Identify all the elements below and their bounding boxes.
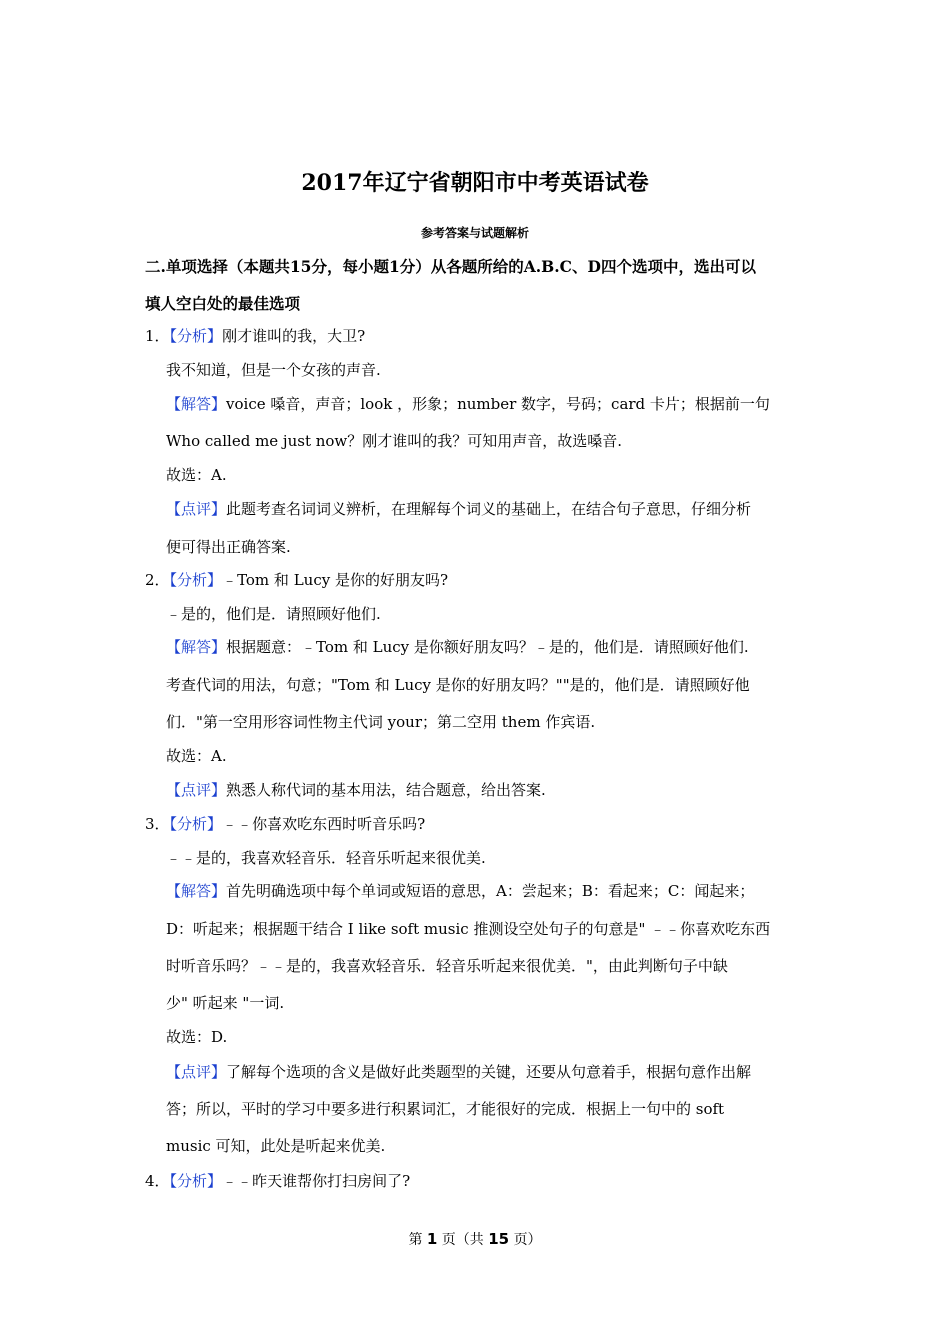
comment-line	[166, 498, 751, 519]
comment-line: music 可知，此处是听起来优美.	[166, 1137, 386, 1155]
page-footer	[0, 1229, 950, 1249]
comment-line	[166, 1061, 751, 1082]
answer-text: voice 嗓音，声音；look ，形象；number 数字，号码；card 卡片；根据前一句	[226, 395, 770, 413]
answer-line	[166, 393, 770, 414]
analysis-text: 刚才谁叫的我，大卫?	[222, 327, 366, 345]
question-number: 4．	[145, 1172, 170, 1190]
question-number: 1．	[145, 327, 170, 345]
section-heading: 二.单项选择（本题共15分，每小题1分）从各题所给的A.B.C、D四个选项中，选出可以	[145, 257, 756, 276]
answer-line: Who called me just now？刚才谁叫的我？可知用声音，故选嗓音.	[166, 432, 623, 450]
footer-middle: 页（共	[441, 1232, 484, 1248]
comment-text: 此题考查名词词义辨析，在理解每个词义的基础上，在结合句子意思，仔细分析	[226, 500, 752, 518]
comment-tag: 【点评】	[166, 500, 227, 518]
answer-tag: 【解答】	[166, 638, 227, 656]
comment-line: 便可得出正确答案.	[166, 538, 291, 556]
analysis-tag: 【分析】	[169, 571, 223, 589]
answer-line	[166, 636, 749, 657]
comment-line	[166, 779, 546, 800]
analysis-tag: 【分析】	[169, 1172, 223, 1190]
page-subtitle: 参考答案与试题解析	[420, 226, 529, 240]
answer-line: 时听音乐吗？﹣﹣是的，我喜欢轻音乐．轻音乐听起来很优美．"，由此判断句子中缺	[166, 957, 728, 975]
page-title: 2017年辽宁省朝阳市中考英语试卷	[301, 170, 649, 196]
question-number: 3．	[145, 815, 170, 833]
question-number: 2．	[145, 571, 170, 589]
question-4	[145, 1170, 410, 1191]
answer-line	[166, 880, 754, 901]
analysis-tag: 【分析】	[169, 327, 223, 345]
question-3	[145, 813, 425, 834]
analysis-text: ﹣Tom 和 Lucy 是你的好朋友吗?	[222, 571, 449, 589]
answer-tag: 【解答】	[166, 882, 227, 900]
footer-suffix: 页）	[513, 1232, 542, 1248]
answer-line: 考查代词的用法，句意；"Tom 和 Lucy 是你的好朋友吗？""是的，他们是．请照顾好他	[166, 676, 750, 694]
answer-tag: 【解答】	[166, 395, 227, 413]
footer-prefix: 第	[408, 1232, 423, 1248]
answer-text: 首先明确选项中每个单词或短语的意思，A：尝起来；B：看起来；C：闻起来；	[226, 882, 755, 900]
choice-line: 故选：A.	[166, 466, 227, 484]
page-total: 15	[488, 1230, 510, 1248]
analysis-line: 我不知道，但是一个女孩的声音.	[166, 361, 381, 379]
analysis-tag: 【分析】	[169, 815, 223, 833]
analysis-text: ﹣﹣昨天谁帮你打扫房间了?	[222, 1172, 411, 1190]
analysis-line: ﹣是的，他们是．请照顾好他们.	[166, 605, 381, 623]
comment-text: 了解每个选项的含义是做好此类题型的关键，还要从句意着手，根据句意作出解	[226, 1063, 752, 1081]
answer-line: 少" 听起来 "一词.	[166, 994, 285, 1012]
answer-line: D：听起来；根据题干结合 I like soft music 推测设空处句子的句意是" ﹣﹣你喜欢吃东西	[166, 920, 771, 938]
choice-line: 故选：A.	[166, 747, 227, 765]
question-1	[145, 325, 365, 346]
section-heading-cont: 填人空白处的最佳选项	[145, 294, 301, 313]
answer-text: 根据题意：﹣Tom 和 Lucy 是你额好朋友吗？﹣是的，他们是．请照顾好他们.	[226, 638, 749, 656]
answer-line: 们．"第一空用形容词性物主代词 your；第二空用 them 作宾语.	[166, 713, 596, 731]
page-number: 1	[426, 1230, 438, 1248]
choice-line: 故选：D.	[166, 1028, 228, 1046]
comment-tag: 【点评】	[166, 1063, 227, 1081]
comment-line: 答；所以，平时的学习中要多进行积累词汇，才能很好的完成．根据上一句中的 soft	[166, 1100, 725, 1118]
analysis-text: ﹣﹣你喜欢吃东西时听音乐吗?	[222, 815, 426, 833]
comment-tag: 【点评】	[166, 781, 227, 799]
comment-text: 熟悉人称代词的基本用法，结合题意，给出答案.	[226, 781, 546, 799]
question-2	[145, 569, 448, 590]
analysis-line: ﹣﹣是的，我喜欢轻音乐．轻音乐听起来很优美.	[166, 849, 486, 867]
